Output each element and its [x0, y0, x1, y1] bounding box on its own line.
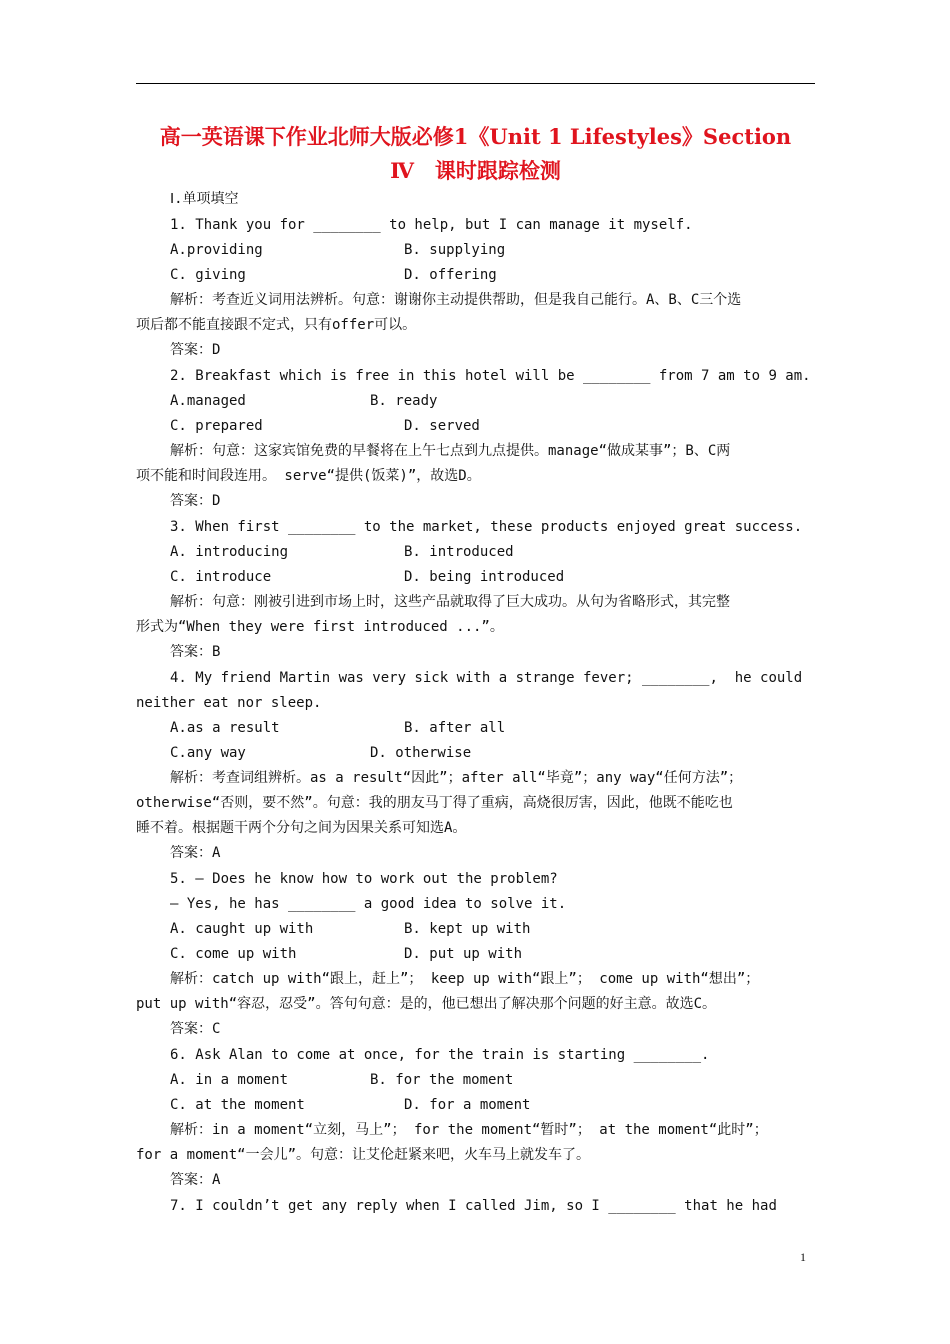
option-c: C. at the moment — [170, 1097, 305, 1113]
option-a: A. caught up with — [170, 921, 314, 937]
option-a: A.managed — [170, 393, 246, 409]
answer-text: 答案：A — [170, 1172, 221, 1188]
question-stem: 4. My friend Martin was very sick with a strange fever; ________, he could — [170, 670, 803, 686]
option-b: B. supplying — [404, 242, 506, 258]
option-a: A.as a result — [170, 720, 280, 736]
option-c: C. giving — [170, 267, 246, 283]
analysis-text: put up with“容忍，忍受”。答句句意：是的，他已想出了解决那个问题的好主意。故选C。 — [136, 996, 716, 1012]
analysis-text: otherwise“否则，要不然”。句意：我的朋友马丁得了重病，高烧很厉害，因此，他既不能吃也 — [136, 795, 733, 811]
answer-text: 答案：D — [170, 342, 221, 358]
question-stem: 5. — Does he know how to work out the problem? — [170, 871, 558, 887]
answer-text: 答案：A — [170, 845, 221, 861]
option-b: B. introduced — [404, 544, 514, 560]
answer-text: 答案：D — [170, 493, 221, 509]
page-number: 1 — [800, 1250, 806, 1264]
question-stem: neither eat nor sleep. — [136, 695, 322, 711]
option-c: C. come up with — [170, 946, 297, 962]
analysis-text: 解析：catch up with“跟上，赶上”； keep up with“跟上”； come up with“想出”； — [170, 971, 760, 987]
option-b: B. ready — [370, 393, 438, 409]
option-b: B. after all — [404, 720, 506, 736]
question-stem: 7. I couldn’t get any reply when I called Jim, so I ________ that he had — [170, 1198, 777, 1214]
option-d: D. offering — [404, 267, 497, 283]
analysis-text: 项不能和时间段连用。 serve“提供(饭菜)”，故选D。 — [136, 468, 481, 484]
option-a: A. in a moment — [170, 1072, 289, 1088]
analysis-text: 解析：考查近义词用法辨析。句意：谢谢你主动提供帮助，但是我自己能行。A、B、C三个选 — [170, 292, 742, 308]
analysis-text: 睡不着。根据题干两个分句之间为因果关系可知选A。 — [136, 820, 467, 836]
option-d: D. otherwise — [370, 745, 472, 761]
question-stem: 6. Ask Alan to come at once, for the train is starting ________. — [170, 1047, 710, 1063]
analysis-text: 解析：句意：刚被引进到市场上时，这些产品就取得了巨大成功。从句为省略形式，其完整 — [170, 594, 730, 610]
question-stem: 2. Breakfast which is free in this hotel will be ________ from 7 am to 9 am. — [170, 368, 811, 384]
option-d: D. put up with — [404, 946, 523, 962]
option-a: A.providing — [170, 242, 263, 258]
option-d: D. for a moment — [404, 1097, 531, 1113]
analysis-text: for a moment“一会儿”。句意：让艾伦赶紧来吧，火车马上就发车了。 — [136, 1147, 591, 1163]
analysis-text: 项后都不能直接跟不定式，只有offer可以。 — [136, 317, 417, 333]
answer-text: 答案：B — [170, 644, 221, 660]
analysis-text: 形式为“When they were first introduced ...”。 — [136, 619, 504, 635]
analysis-text: 解析：句意：这家宾馆免费的早餐将在上午七点到九点提供。manage“做成某事”；B、C两 — [170, 443, 731, 459]
section-heading: Ⅰ.单项填空 — [170, 191, 239, 207]
answer-text: 答案：C — [170, 1021, 221, 1037]
option-c: C. introduce — [170, 569, 272, 585]
option-c: C.any way — [170, 745, 246, 761]
question-stem: 1. Thank you for ________ to help, but I can manage it myself. — [170, 217, 693, 233]
option-c: C. prepared — [170, 418, 263, 434]
analysis-text: 解析：考查词组辨析。as a result“因此”；after all“毕竟”；any way“任何方法”； — [170, 770, 743, 786]
option-a: A. introducing — [170, 544, 289, 560]
option-b: B. for the moment — [370, 1072, 514, 1088]
question-stem: 3. When first ________ to the market, these products enjoyed great success. — [170, 519, 803, 535]
analysis-text: 解析：in a moment“立刻，马上”； for the moment“暂时”； at the moment“此时”； — [170, 1122, 768, 1138]
page-title: 高一英语课下作业北师大版必修1《Unit 1 Lifestyles》Section — [159, 124, 792, 149]
option-d: D. being introduced — [404, 569, 565, 585]
page-subtitle: Ⅳ 课时跟踪检测 — [390, 158, 561, 183]
option-d: D. served — [404, 418, 480, 434]
option-b: B. kept up with — [404, 921, 531, 937]
header-rule — [136, 83, 815, 84]
question-stem: — Yes, he has ________ a good idea to solve it. — [170, 896, 567, 912]
